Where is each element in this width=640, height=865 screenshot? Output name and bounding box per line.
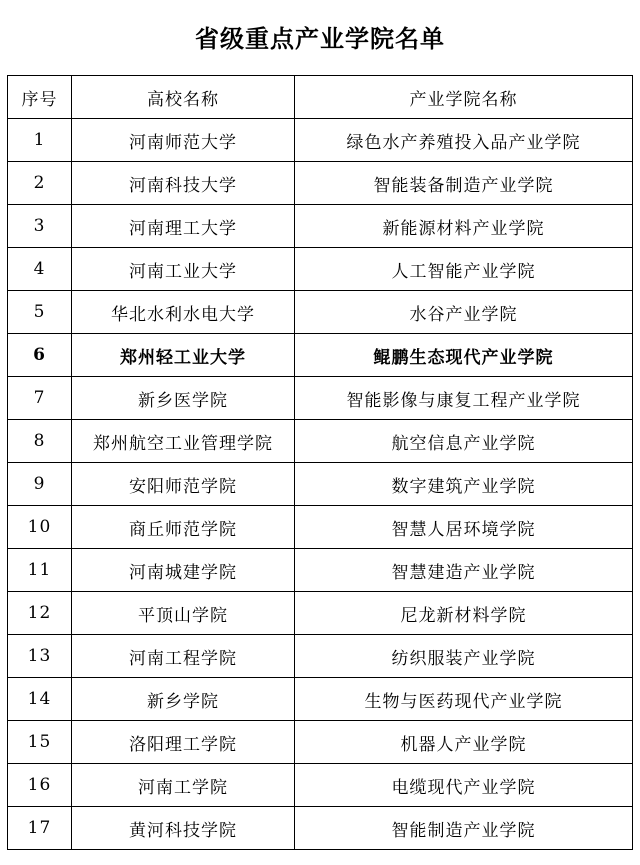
- university-name-cell: 河南城建学院: [72, 549, 295, 592]
- table-header-row: [8, 76, 633, 119]
- table-row: [8, 205, 633, 248]
- university-name-cell: 平顶山学院: [72, 592, 295, 635]
- table-row: [8, 377, 633, 420]
- college-name-cell: 电缆现代产业学院: [295, 764, 633, 807]
- university-name-cell: 郑州轻工业大学: [72, 334, 295, 377]
- row-index-cell: 3: [8, 205, 72, 248]
- table-row: [8, 635, 633, 678]
- row-index-cell: 9: [8, 463, 72, 506]
- table-body: [8, 119, 633, 850]
- college-name-cell: 鲲鹏生态现代产业学院: [295, 334, 633, 377]
- university-name-cell: 商丘师范学院: [72, 506, 295, 549]
- college-name-cell: 纺织服装产业学院: [295, 635, 633, 678]
- row-index-cell: 8: [8, 420, 72, 463]
- table-row: [8, 463, 633, 506]
- university-name-cell: 新乡医学院: [72, 377, 295, 420]
- college-name-cell: 绿色水产养殖投入品产业学院: [295, 119, 633, 162]
- university-name-cell: 河南理工大学: [72, 205, 295, 248]
- row-index-cell: 13: [8, 635, 72, 678]
- college-name-cell: 机器人产业学院: [295, 721, 633, 764]
- row-index-cell: 5: [8, 291, 72, 334]
- table-row: [8, 119, 633, 162]
- college-name-cell: 智能影像与康复工程产业学院: [295, 377, 633, 420]
- college-name-cell: 生物与医药现代产业学院: [295, 678, 633, 721]
- university-name-cell: 黄河科技学院: [72, 807, 295, 850]
- university-name-cell: 河南师范大学: [72, 119, 295, 162]
- row-index-cell: 15: [8, 721, 72, 764]
- header-university: 高校名称: [72, 76, 295, 119]
- row-index-cell: 7: [8, 377, 72, 420]
- college-name-cell: 水谷产业学院: [295, 291, 633, 334]
- row-index-cell: 12: [8, 592, 72, 635]
- university-name-cell: 河南工业大学: [72, 248, 295, 291]
- university-name-cell: 新乡学院: [72, 678, 295, 721]
- header-index: 序号: [8, 76, 72, 119]
- row-index-cell: 11: [8, 549, 72, 592]
- row-index-cell: 2: [8, 162, 72, 205]
- table-row: [8, 678, 633, 721]
- row-index-cell: 16: [8, 764, 72, 807]
- row-index-cell: 10: [8, 506, 72, 549]
- row-index-cell: 14: [8, 678, 72, 721]
- row-index-cell: 6: [8, 334, 72, 377]
- table-row: [8, 592, 633, 635]
- college-name-cell: 智能装备制造产业学院: [295, 162, 633, 205]
- college-name-cell: 人工智能产业学院: [295, 248, 633, 291]
- row-index-cell: 4: [8, 248, 72, 291]
- university-name-cell: 华北水利水电大学: [72, 291, 295, 334]
- table-row: [8, 764, 633, 807]
- college-name-cell: 智能制造产业学院: [295, 807, 633, 850]
- table-row: [8, 162, 633, 205]
- college-name-cell: 尼龙新材料学院: [295, 592, 633, 635]
- industry-college-table: [7, 75, 633, 850]
- table-row: [8, 807, 633, 850]
- university-name-cell: 郑州航空工业管理学院: [72, 420, 295, 463]
- university-name-cell: 洛阳理工学院: [72, 721, 295, 764]
- college-name-cell: 智慧建造产业学院: [295, 549, 633, 592]
- university-name-cell: 安阳师范学院: [72, 463, 295, 506]
- college-name-cell: 数字建筑产业学院: [295, 463, 633, 506]
- table-row: [8, 291, 633, 334]
- table-row: [8, 506, 633, 549]
- page-title: 省级重点产业学院名单: [195, 25, 445, 54]
- university-name-cell: 河南工学院: [72, 764, 295, 807]
- college-name-cell: 航空信息产业学院: [295, 420, 633, 463]
- university-name-cell: 河南工程学院: [72, 635, 295, 678]
- college-name-cell: 新能源材料产业学院: [295, 205, 633, 248]
- row-index-cell: 1: [8, 119, 72, 162]
- table-row: [8, 248, 633, 291]
- table-row: [8, 721, 633, 764]
- table-row: [8, 334, 633, 377]
- table-row: [8, 420, 633, 463]
- table-row: [8, 549, 633, 592]
- header-college: 产业学院名称: [295, 76, 633, 119]
- university-name-cell: 河南科技大学: [72, 162, 295, 205]
- college-name-cell: 智慧人居环境学院: [295, 506, 633, 549]
- row-index-cell: 17: [8, 807, 72, 850]
